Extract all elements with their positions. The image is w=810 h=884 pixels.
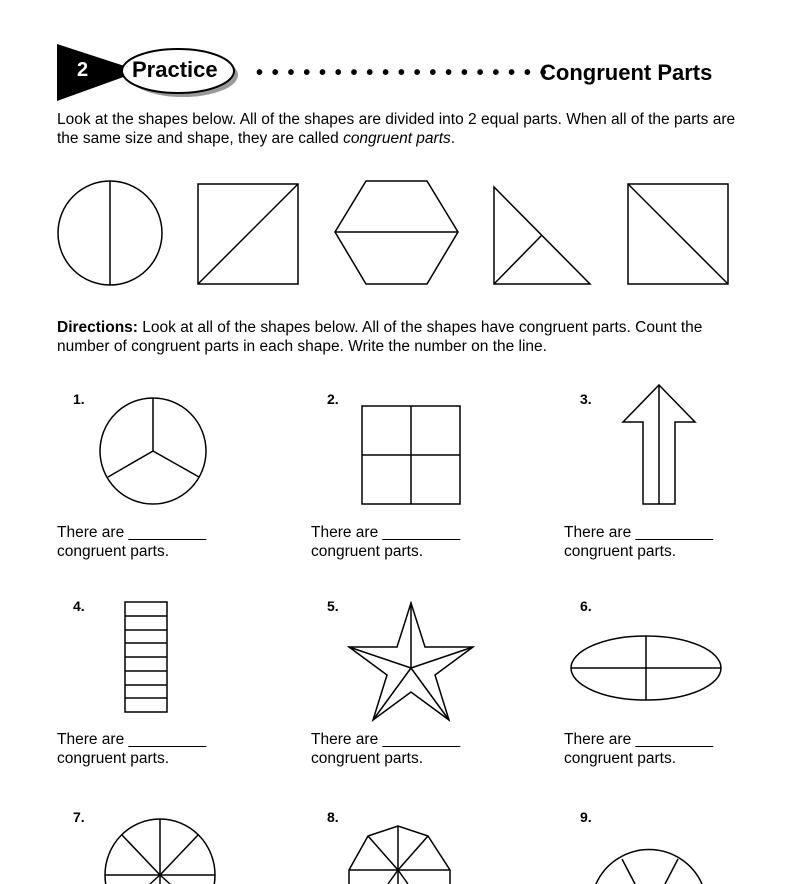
- shape-rectangle-eighths: [125, 602, 167, 712]
- answer-suffix-3: congruent parts.: [564, 543, 677, 560]
- answer-line-1[interactable]: There are _________: [57, 524, 207, 541]
- problem-number-3: 3.: [580, 391, 592, 407]
- answer-line-2[interactable]: There are _________: [311, 524, 461, 541]
- shape-star-fifths: [349, 603, 473, 720]
- answer-line-5[interactable]: There are _________: [311, 731, 461, 748]
- answer-line-6[interactable]: There are _________: [564, 731, 714, 748]
- problem-number-2: 2.: [327, 391, 339, 407]
- problem-number-1: 1.: [73, 391, 85, 407]
- shape-heptagon-sections: [349, 826, 450, 884]
- problem-number-8: 8.: [327, 809, 339, 825]
- answer-prompt-2: [311, 523, 460, 561]
- shape-square-quarters: [362, 406, 460, 504]
- page-title: Congruent Parts: [540, 60, 713, 85]
- answer-suffix-6: congruent parts.: [564, 750, 677, 767]
- shape-circle-thirds: [100, 398, 206, 504]
- intro-text-end: .: [450, 130, 456, 147]
- problem-number-9: 9.: [580, 809, 592, 825]
- shape-arrow-halved: [623, 385, 695, 504]
- answer-line-4[interactable]: There are _________: [57, 731, 207, 748]
- directions-text: Look at all of the shapes below. All of the shapes have congruent parts. Count the number of congruent parts in each shape. Write the number on the line.: [57, 319, 703, 355]
- answer-prompt-3: [564, 523, 713, 561]
- directions-label: Directions:: [57, 319, 138, 336]
- lesson-number: 2: [77, 59, 89, 81]
- answer-prompt-4: [57, 730, 206, 768]
- shape-oval-eighths: [105, 819, 215, 884]
- intro-emphasis: congruent parts: [343, 130, 451, 147]
- problem-number-4: 4.: [73, 598, 85, 614]
- answer-prompt-6: [564, 730, 713, 768]
- practice-badge-label: Practice: [132, 57, 218, 82]
- answer-suffix-1: congruent parts.: [57, 543, 170, 560]
- problem-number-6: 6.: [580, 598, 592, 614]
- leader-dots: • • • • • • • • • • • • • • • • • • •: [256, 62, 549, 84]
- answer-prompt-1: [57, 523, 206, 561]
- intro-text: Look at the shapes below. All of the shapes are divided into 2 equal parts. When all of the parts are the same size and shape, they are called: [57, 111, 736, 147]
- answer-prompt-5: [311, 730, 460, 768]
- shape-ellipse-quarters: [571, 636, 721, 700]
- shape-circle-sections: [596, 850, 702, 884]
- answer-suffix-5: congruent parts.: [311, 750, 424, 767]
- answer-suffix-4: congruent parts.: [57, 750, 170, 767]
- answer-suffix-2: congruent parts.: [311, 543, 424, 560]
- problem-number-5: 5.: [327, 598, 339, 614]
- answer-line-3[interactable]: There are _________: [564, 524, 714, 541]
- problem-number-7: 7.: [73, 809, 85, 825]
